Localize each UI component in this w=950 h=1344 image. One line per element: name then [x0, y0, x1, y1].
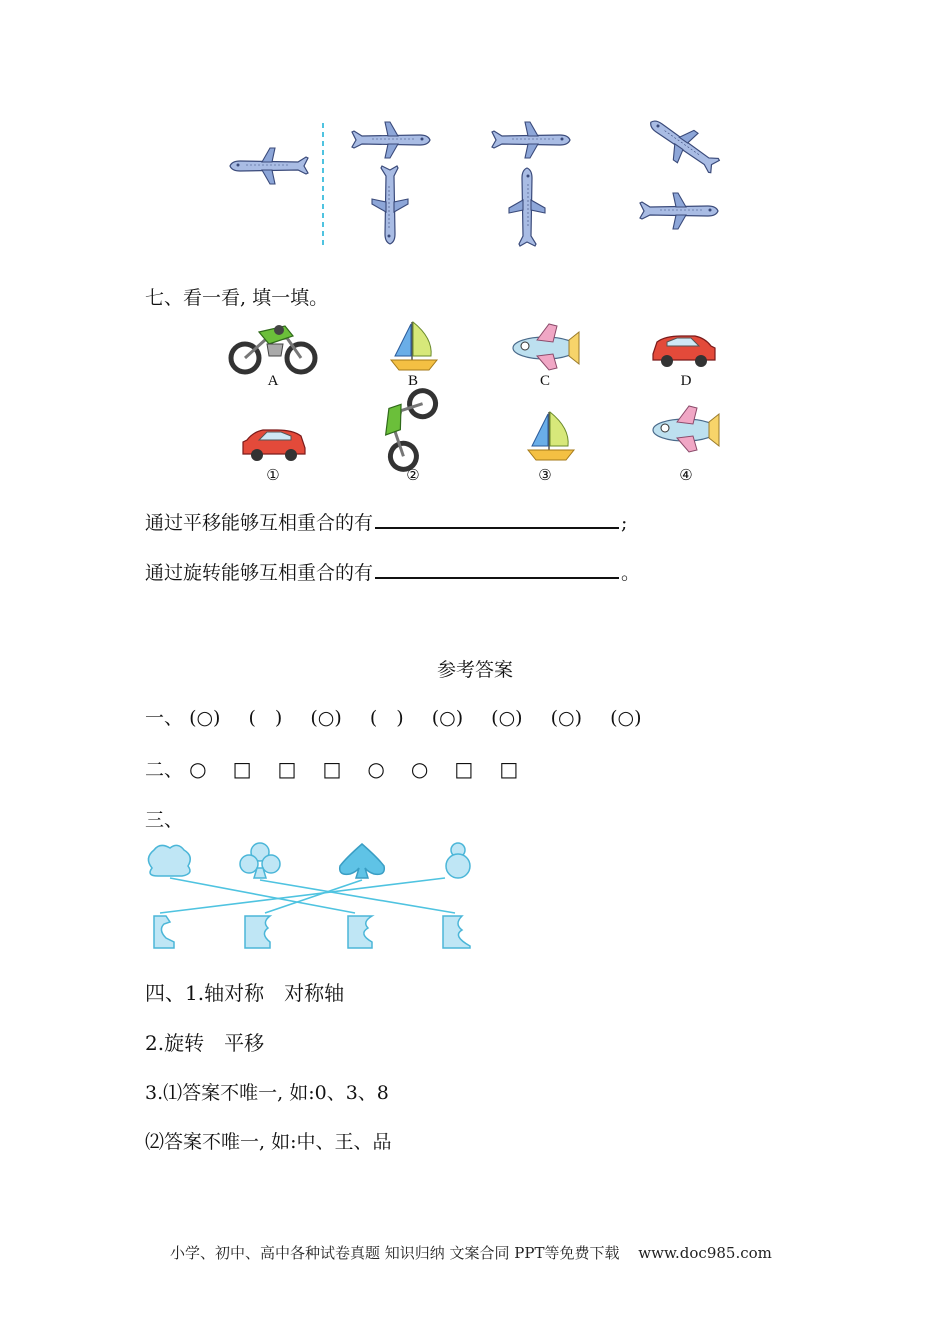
question-rotation [145, 559, 640, 585]
answer-four-line4: ⑵答案不唯一, 如:中、王、品 [145, 1131, 392, 1153]
label-b: B [407, 373, 418, 389]
question-rotation-end: 。 [621, 562, 641, 584]
motorcycle-a-icon [231, 325, 315, 372]
spade-shape [340, 844, 385, 878]
answer-four-line3: 3.⑴答案不唯一, 如:0、3、8 [145, 1082, 389, 1104]
car-1-icon [243, 430, 305, 461]
picture-grid [225, 318, 725, 490]
sailboat-3-icon [528, 412, 574, 460]
matching-figure [140, 838, 490, 953]
question-translation-text: 通过平移能够互相重合的有 [145, 512, 374, 534]
rotation-answer-blank[interactable] [375, 559, 619, 579]
car-d-icon [653, 336, 715, 367]
answer-two-prefix: 二、 [145, 759, 184, 781]
half-shape-1 [154, 916, 174, 948]
section7-title: 七、看一看, 填一填。 [145, 287, 329, 309]
toy-plane-c-icon [513, 324, 579, 370]
airplane-option-1a [352, 122, 430, 158]
cloud-half-shape [148, 845, 190, 876]
sailboat-b-icon [391, 322, 437, 370]
half-shape-4 [443, 916, 470, 948]
answer-two-item: □ [277, 757, 297, 781]
label-1: ① [266, 468, 280, 484]
half-shape-3 [348, 916, 372, 948]
toy-plane-4-icon [653, 406, 719, 452]
answer-one-item: (○) [431, 707, 464, 729]
answer-four-line2: 2.旋转 平移 [145, 1031, 265, 1055]
footer [170, 1242, 772, 1263]
answer-four-line1: 四、1.轴对称 对称轴 [145, 981, 345, 1005]
question-rotation-text: 通过旋转能够互相重合的有 [145, 562, 374, 584]
motorcycle-2-icon [371, 381, 439, 473]
airplane-option-1b [372, 166, 408, 244]
answer-one-item: (○) [189, 707, 221, 729]
answers-heading: 参考答案 [436, 659, 513, 681]
airplane-original [230, 148, 308, 184]
answer-one-item: ( ) [369, 707, 404, 729]
label-4: ④ [679, 468, 693, 484]
answer-one-item: (○) [491, 707, 523, 729]
half-shape-2 [245, 916, 270, 948]
label-2: ② [406, 468, 420, 484]
question-translation [145, 509, 627, 535]
translation-answer-blank[interactable] [375, 509, 619, 529]
question-translation-end: ; [621, 512, 628, 534]
answer-one-item: (○) [550, 707, 583, 729]
club-shape [240, 843, 280, 878]
answer-two-item: ○ [189, 757, 207, 781]
label-d: D [680, 373, 692, 389]
matching-lines [160, 878, 455, 913]
answer-two-item: □ [232, 757, 252, 781]
airplane-option-2b [509, 168, 545, 246]
answer-one-item: (○) [310, 707, 342, 729]
footer-text: 小学、初中、高中各种试卷真题 知识归纳 文案合同 PPT等免费下载 [170, 1244, 620, 1262]
answer-three-prefix: 三、 [145, 809, 184, 831]
airplane-option-2a [492, 122, 570, 158]
label-3: ③ [538, 468, 552, 484]
gourd-shape [446, 843, 470, 878]
answer-two-item: ○ [367, 757, 385, 781]
airplane-option-3b [640, 193, 718, 229]
footer-url[interactable]: www.doc985.com [638, 1244, 772, 1262]
answer-two-item: ○ [410, 757, 429, 781]
airplane-option-3a [641, 118, 726, 182]
answer-one-row [145, 706, 663, 730]
answer-two-item: □ [499, 757, 519, 781]
label-a: A [267, 373, 279, 389]
answer-one-prefix: 一、 [145, 707, 184, 729]
answer-two-item: □ [322, 757, 342, 781]
answer-two-row [145, 757, 538, 782]
label-c: C [539, 373, 550, 389]
answer-two-item: □ [454, 757, 474, 781]
airplane-figure [220, 118, 740, 250]
answer-one-item: (○) [610, 707, 642, 729]
answer-one-item: ( ) [248, 707, 283, 729]
